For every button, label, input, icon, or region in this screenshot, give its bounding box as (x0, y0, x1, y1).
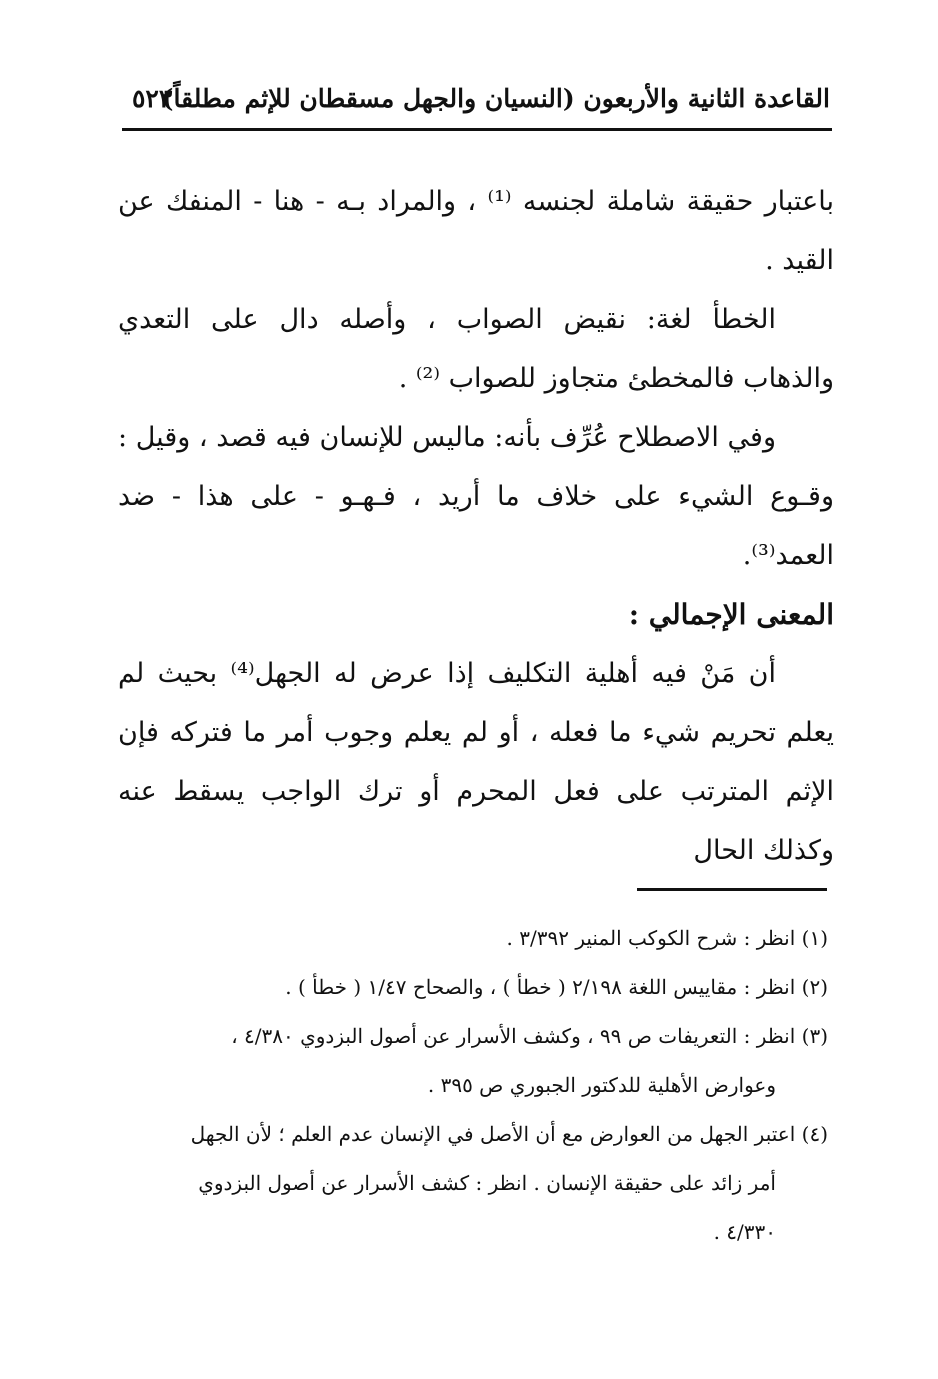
paragraph-3: وفي الاصطلاح عُرِّف بأنه: ماليس للإنسان فيه قصد ، وقيل : وقـوع الشيء على خلاف ما أريد ، فـهـو - على هذا - ضد العمد⁽³⁾. (118, 422, 834, 571)
footnote-divider (637, 888, 827, 891)
section-heading: المعنى الإجمالي : (628, 598, 834, 631)
footnote-4-end: ٤/٣٣٠ . (713, 1220, 776, 1244)
footnote-3: (٣) انظر : التعريفات ص ٩٩ ، وكشف الأسرار عن أصول البزدوي ٤/٣٨٠ ، (231, 1024, 828, 1048)
main-text (118, 172, 834, 880)
footnote-1: (١) انظر : شرح الكوكب المنير ٣/٣٩٢ . (506, 926, 828, 950)
footnote-2: (٢) انظر : مقاييس اللغة ٢/١٩٨ ( خطأ ) ، والصحاح ١/٤٧ ( خطأ ) . (285, 975, 828, 999)
header-divider (122, 128, 832, 131)
footnote-4-continued: أمر زائد على حقيقة الإنسان . انظر : كشف الأسرار عن أصول البزدوي (198, 1171, 776, 1195)
paragraph-4: أن مَنْ فيه أهلية التكليف إذا عرض له الجهل⁽⁴⁾ بحيث لم يعلم تحريم شيء ما فعله ، أو لم يعلم وجوب أمر ما فتركه فإن الإثم المترتب على فعل المحرم أو ترك الواجب يسقط عنه وكذلك الحال (118, 658, 834, 866)
paragraph-1: باعتبار حقيقة شاملة لجنسه ⁽¹⁾ ، والمراد بـه - هنا - المنفك عن القيد . (118, 186, 834, 276)
page-header (122, 78, 830, 122)
footnote-3-continued: وعوارض الأهلية للدكتور الجبوري ص ٣٩٥ . (427, 1073, 776, 1097)
paragraph-2: الخطأ لغة: نقيض الصواب ، وأصله دال على التعدي والذهاب فالمخطئ متجاوز للصواب ⁽²⁾ . (118, 304, 834, 394)
footnotes (108, 914, 828, 1257)
page-number: ٥٢٣ (132, 84, 173, 113)
footnote-4: (٤) اعتبر الجهل من العوارض مع أن الأصل في الإنسان عدم العلم ؛ لأن الجهل (190, 1122, 828, 1146)
chapter-title: القاعدة الثانية والأربعون (النسيان والجهل مسقطان للإثم مطلقاً) (161, 84, 830, 113)
